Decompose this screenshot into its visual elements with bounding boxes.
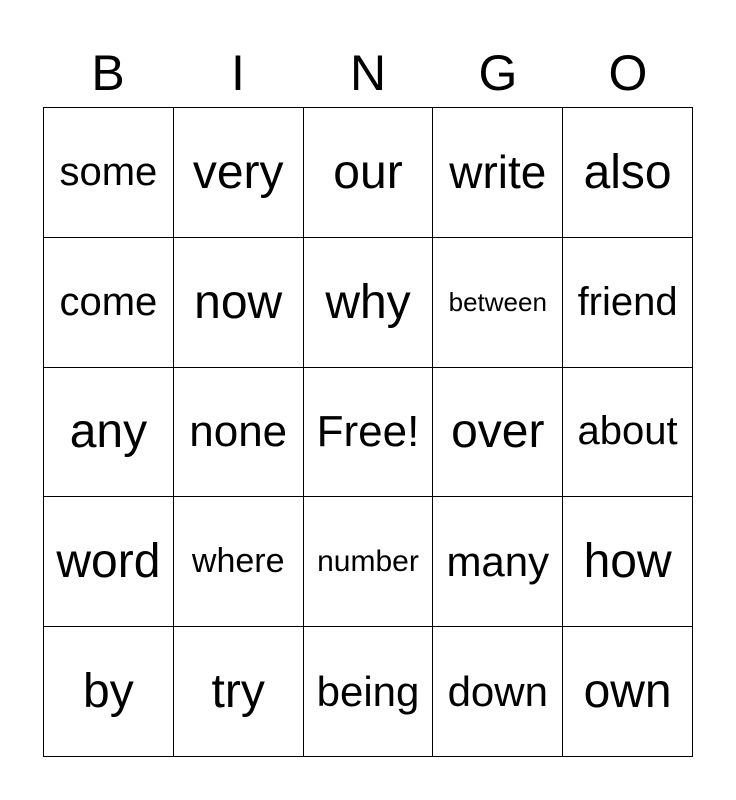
bingo-cell[interactable]: come <box>44 238 174 368</box>
bingo-cell[interactable]: some <box>44 108 174 238</box>
bingo-cell[interactable]: about <box>563 368 693 498</box>
header-letter-o: O <box>608 45 648 101</box>
bingo-cell[interactable]: now <box>174 238 304 368</box>
bingo-cell[interactable]: write <box>433 108 563 238</box>
bingo-cell[interactable]: many <box>433 497 563 627</box>
bingo-cell[interactable]: also <box>563 108 693 238</box>
bingo-cell[interactable]: word <box>44 497 174 627</box>
bingo-cell[interactable]: very <box>174 108 304 238</box>
bingo-cell[interactable]: how <box>563 497 693 627</box>
bingo-cell[interactable]: own <box>563 627 693 757</box>
bingo-board <box>43 107 693 757</box>
bingo-cell[interactable]: by <box>44 627 174 757</box>
free-space-cell[interactable]: Free! <box>304 368 434 498</box>
bingo-cell[interactable]: between <box>433 238 563 368</box>
bingo-cell[interactable]: none <box>174 368 304 498</box>
bingo-header <box>43 40 693 106</box>
bingo-cell[interactable]: any <box>44 368 174 498</box>
bingo-cell[interactable]: friend <box>563 238 693 368</box>
bingo-cell[interactable]: where <box>174 497 304 627</box>
header-letter-i: I <box>231 45 245 101</box>
bingo-cell[interactable]: down <box>433 627 563 757</box>
header-letter-b: B <box>91 45 125 101</box>
bingo-cell[interactable]: our <box>304 108 434 238</box>
bingo-cell[interactable]: being <box>304 627 434 757</box>
bingo-cell[interactable]: number <box>304 497 434 627</box>
bingo-cell[interactable]: try <box>174 627 304 757</box>
bingo-cell[interactable]: over <box>433 368 563 498</box>
header-letter-n: N <box>349 45 387 101</box>
bingo-cell[interactable]: why <box>304 238 434 368</box>
header-letter-g: G <box>478 45 518 101</box>
